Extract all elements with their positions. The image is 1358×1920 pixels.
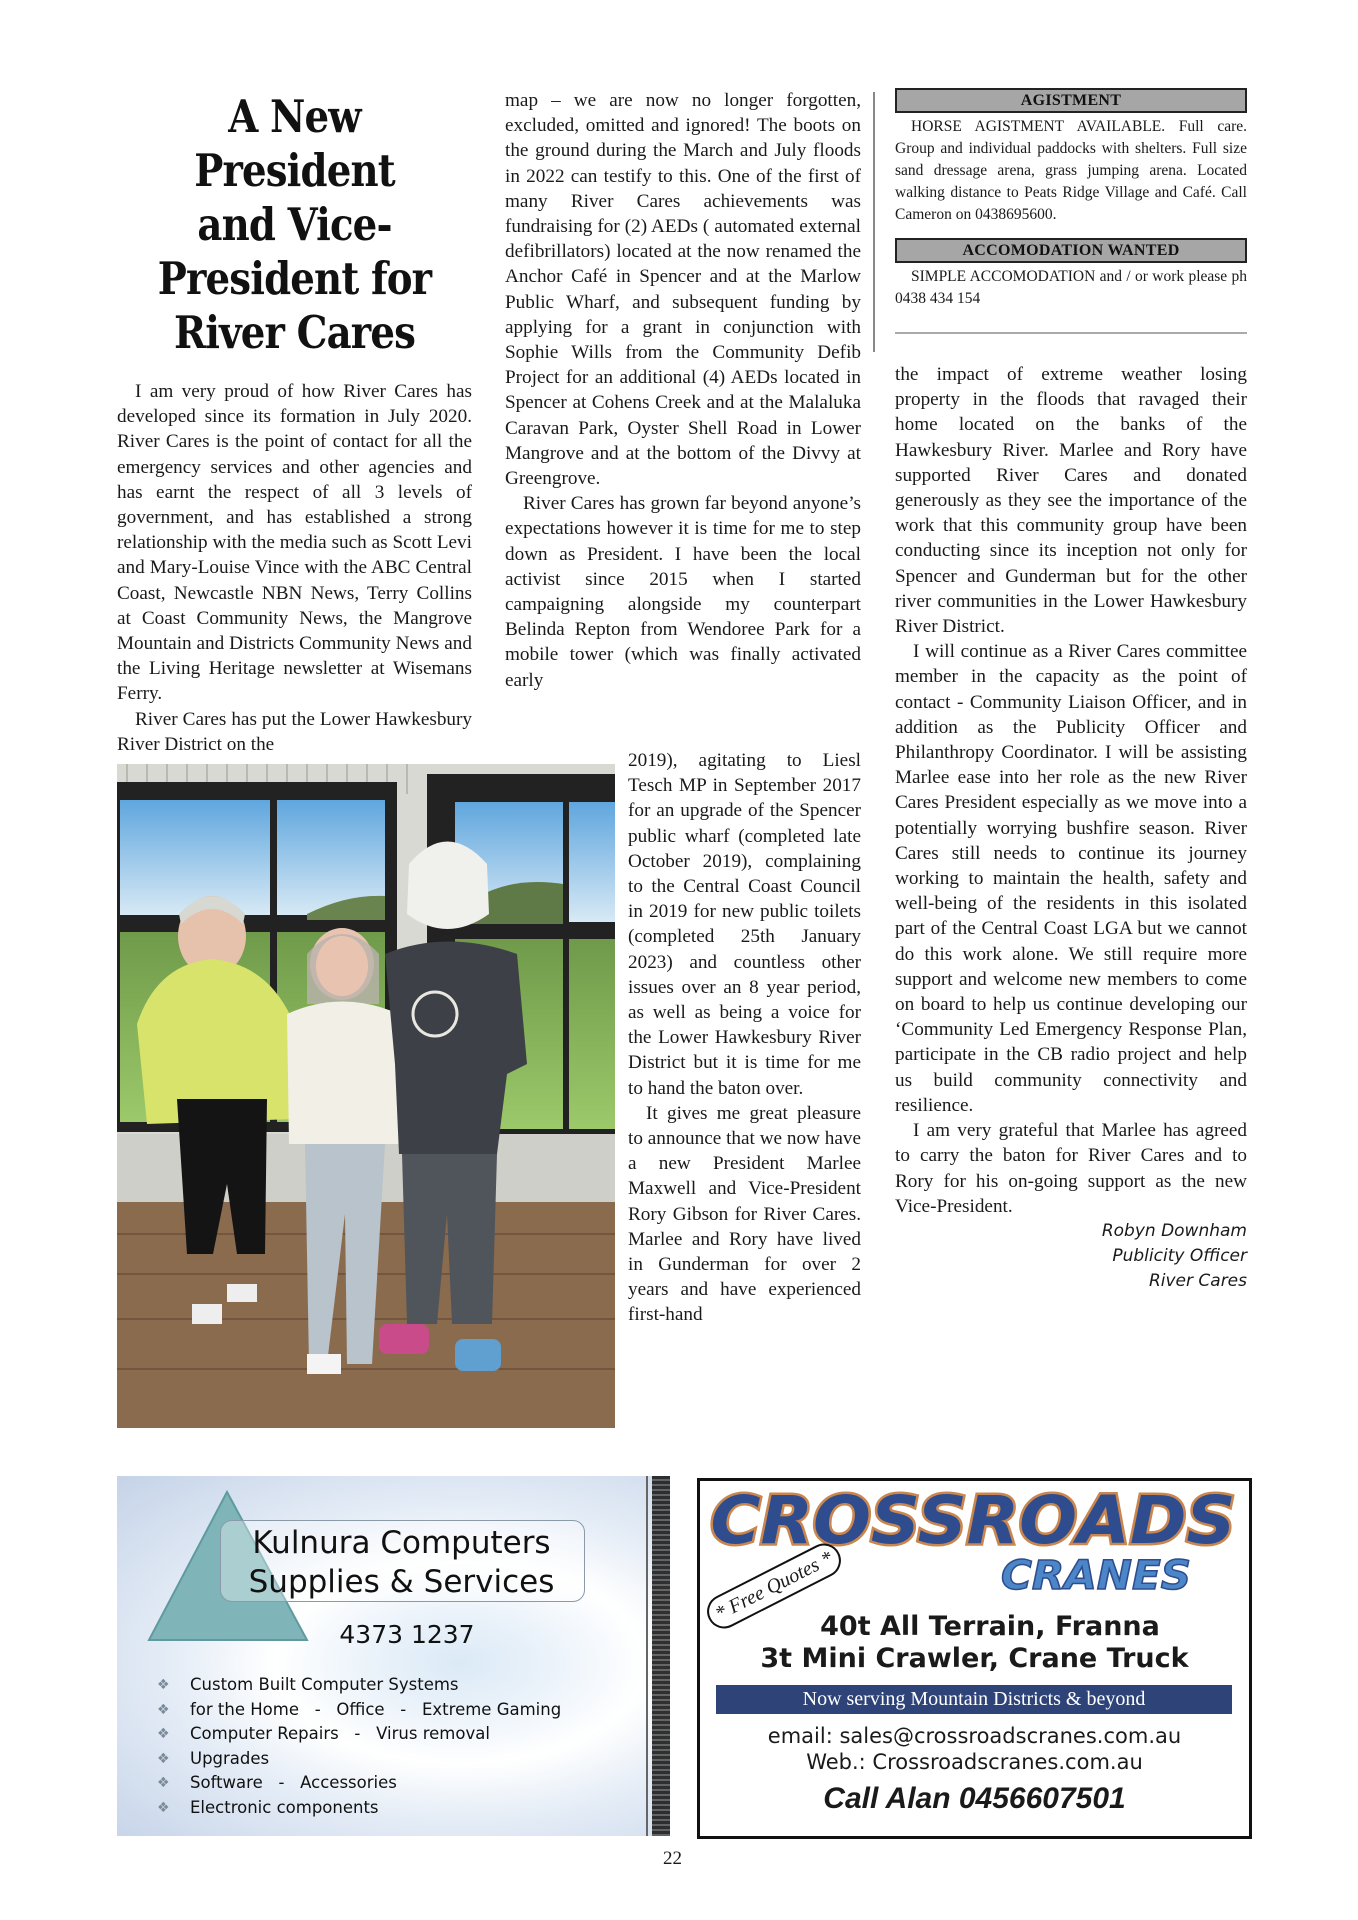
list-item-text: Software - Accessories <box>190 1773 397 1793</box>
headline-line: A New President <box>194 90 395 197</box>
list-item <box>157 1771 561 1796</box>
article-photo <box>117 764 615 1428</box>
article-paragraph: 2019), agitating to Liesl Tesch MP in September 2017 for an upgrade of the Spencer public wharf (completed late October 2019), complaining to the Central Coast Council in 2019 for new public toilets (completed 25th January 2023) and countless other issues over an 8 year period, as well as being a voice for the Lower Hawkesbury River District but it is time for me to hand the baton over. <box>628 750 861 1099</box>
article-paragraph: I am very grateful that Marlee has agreed to carry the baton for River Cares and to Rory for his on-going support as the new Vice-President. <box>895 1120 1247 1217</box>
ad-service-line: 3t Mini Crawler, Crane Truck <box>760 1643 1189 1674</box>
ad-phone: 4373 1237 <box>339 1620 475 1649</box>
headline-line: River Cares <box>173 306 416 359</box>
article-paragraph: River Cares has put the Lower Hawkesbury River District on the <box>117 708 472 755</box>
article-column-1 <box>117 90 472 757</box>
decorative-halftone-stripe <box>652 1476 670 1836</box>
list-item-text: Electronic components <box>190 1797 379 1817</box>
article-paragraph: It gives me great pleasure to announce that we now have a new President Marlee Maxwell and Vice-President Rory Gibson for River Cares. Marlee and Rory have lived in Gunderman for over 2 years and have experienced first-hand <box>628 1102 861 1326</box>
author-name: Robyn Downham <box>1101 1220 1247 1241</box>
list-item <box>157 1698 561 1723</box>
list-item <box>157 1673 561 1698</box>
ad-business-name <box>220 1524 583 1602</box>
ad-call-line: Call Alan 0456607501 <box>823 1782 1126 1815</box>
article-paragraph: I am very proud of how River Cares has developed since its formation in July 2020. River Cares is the point of contact for all the emergency services and other agencies and has earnt the respect of all 3 levels of government, and has established a strong relationship with the media such as Scott Levi and Mary-Louise Vince with the ABC Central Coast, Newcastle NBN News, Terry Collins at Coast Community News, the Mangrove Mountain and Districts Community News and the Living Heritage newsletter at Wisemans Ferry. <box>117 381 472 705</box>
article-column-2 <box>505 88 861 693</box>
list-item <box>157 1747 561 1772</box>
article-column-3 <box>895 88 1247 1294</box>
ad-crossroads-cranes <box>697 1478 1252 1839</box>
cranes-logo <box>996 1547 1196 1597</box>
crossroads-logo <box>706 1483 1241 1555</box>
ad-name-line: Supplies & Services <box>248 1564 555 1600</box>
classified-accomodation <box>895 238 1247 310</box>
diamond-cluster-icon: ❖ <box>157 1750 170 1767</box>
diamond-cluster-icon: ❖ <box>157 1677 170 1693</box>
ad-banner: Now serving Mountain Districts & beyond <box>716 1685 1232 1714</box>
list-item-text: for the Home - Office - Extreme Gaming <box>190 1699 562 1719</box>
ad-name-line: Kulnura Computers <box>252 1525 551 1561</box>
page-number: 22 <box>663 1848 682 1869</box>
article-paragraph: the impact of extreme weather losing property in the floods that ravaged their home located on the banks of the Hawkesbury River. Marlee and Rory have supported River Cares and donated generously as they see the importance of the work that this community group have been conducting since its inception not only for Spencer and Gunderman but for the other river communities in the Lower Hawkesbury River District. <box>895 364 1247 638</box>
list-item-text: Custom Built Computer Systems <box>190 1675 459 1694</box>
ad-kulnura-computers <box>117 1476 670 1836</box>
classified-heading: ACCOMODATION WANTED <box>895 238 1247 263</box>
article-signoff <box>895 1219 1247 1294</box>
article-paragraph: map – we are now no longer forgotten, excluded, omitted and ignored! The boots on the ground during the March and July floods in 2022 can testify to this. One of the first of many River Cares achievements was fundraising for (2) AEDs ( automated external defibrillators) located at the now renamed the Anchor Café in Spencer and at the Marlow Public Wharf, and subsequent funding by applying for a grant in conjunction with Sophie Wills from the Community Defib Project for an additional (4) AEDs located in Spencer at Cohens Creek and at the Malaluka Caravan Park, Oyster Shell Road in Lower Mangrove and at the bottom of the Divvy at Greengrove. <box>505 90 861 490</box>
ad-website: Web.: Crossroadscranes.com.au <box>806 1750 1143 1774</box>
diamond-cluster-icon: ❖ <box>157 1799 170 1816</box>
free-quotes-badge: * Free Quotes * <box>701 1538 847 1635</box>
ad-email: email: sales@crossroadscranes.com.au <box>767 1724 1182 1748</box>
classified-body: SIMPLE ACCOMODATION and / or work please ph 0438 434 154 <box>895 268 1247 307</box>
headline-line: and Vice- <box>197 198 392 251</box>
group-photo-image <box>117 764 615 1428</box>
author-role: Publicity Officer <box>1112 1245 1247 1266</box>
list-item <box>157 1796 561 1821</box>
logo-text: CROSSROADS <box>710 1483 1236 1555</box>
logo-sub-text: CRANES <box>1001 1553 1191 1597</box>
author-org: River Cares <box>1148 1270 1247 1291</box>
classified-heading: AGISTMENT <box>895 88 1247 113</box>
article-headline <box>142 90 447 360</box>
ad-services-list <box>157 1673 561 1821</box>
headline-line: President for <box>157 252 432 305</box>
column-divider <box>873 92 875 352</box>
list-item <box>157 1722 561 1747</box>
article-column-2-narrow <box>628 748 861 1328</box>
list-item-text: Computer Repairs - Virus removal <box>190 1724 490 1744</box>
article-paragraph: I will continue as a River Cares committee member in the capacity as the point of contact - Community Liaison Officer, and in addition as the Publicity Officer and Philanthropy Coordinator. I will be assisting Marlee ease into her role as the new River Cares President especially as we move into a potentially worrying bushfire season. River Cares still needs to continue its journey working to maintain the health, safety and well-being of the residents in this isolated part of the Central Coast LGA but we cannot do this work alone. We still require more support and welcome new members to come on board to help us continue developing our ‘Community Led Emergency Response Plan, participate in the CB radio project and help us build community connectivity and resilience. <box>895 641 1247 1116</box>
classified-agistment <box>895 88 1247 226</box>
diamond-cluster-icon: ❖ <box>157 1775 170 1792</box>
section-divider <box>895 332 1247 334</box>
diamond-cluster-icon: ❖ <box>157 1701 170 1718</box>
ad-service-line: 40t All Terrain, Franna <box>820 1611 1160 1642</box>
classified-body: HORSE AGISTMENT AVAILABLE. Full care. Group and individual paddocks with shelters. Full size sand dressage arena, grass jumping arena. Located walking distance to Peats Ridge Village and Café. Call Cameron on 0438695600. <box>895 118 1247 223</box>
decorative-border <box>646 1476 648 1836</box>
list-item-text: Upgrades <box>190 1748 270 1768</box>
article-paragraph: River Cares has grown far beyond anyone’s expectations however it is time for me to step down as President. I have been the local activist since 2015 when I started campaigning alongside my counterpart Belinda Repton from Wendoree Park for a mobile tower (which was finally activated early <box>505 493 861 691</box>
diamond-cluster-icon: ❖ <box>157 1726 170 1743</box>
